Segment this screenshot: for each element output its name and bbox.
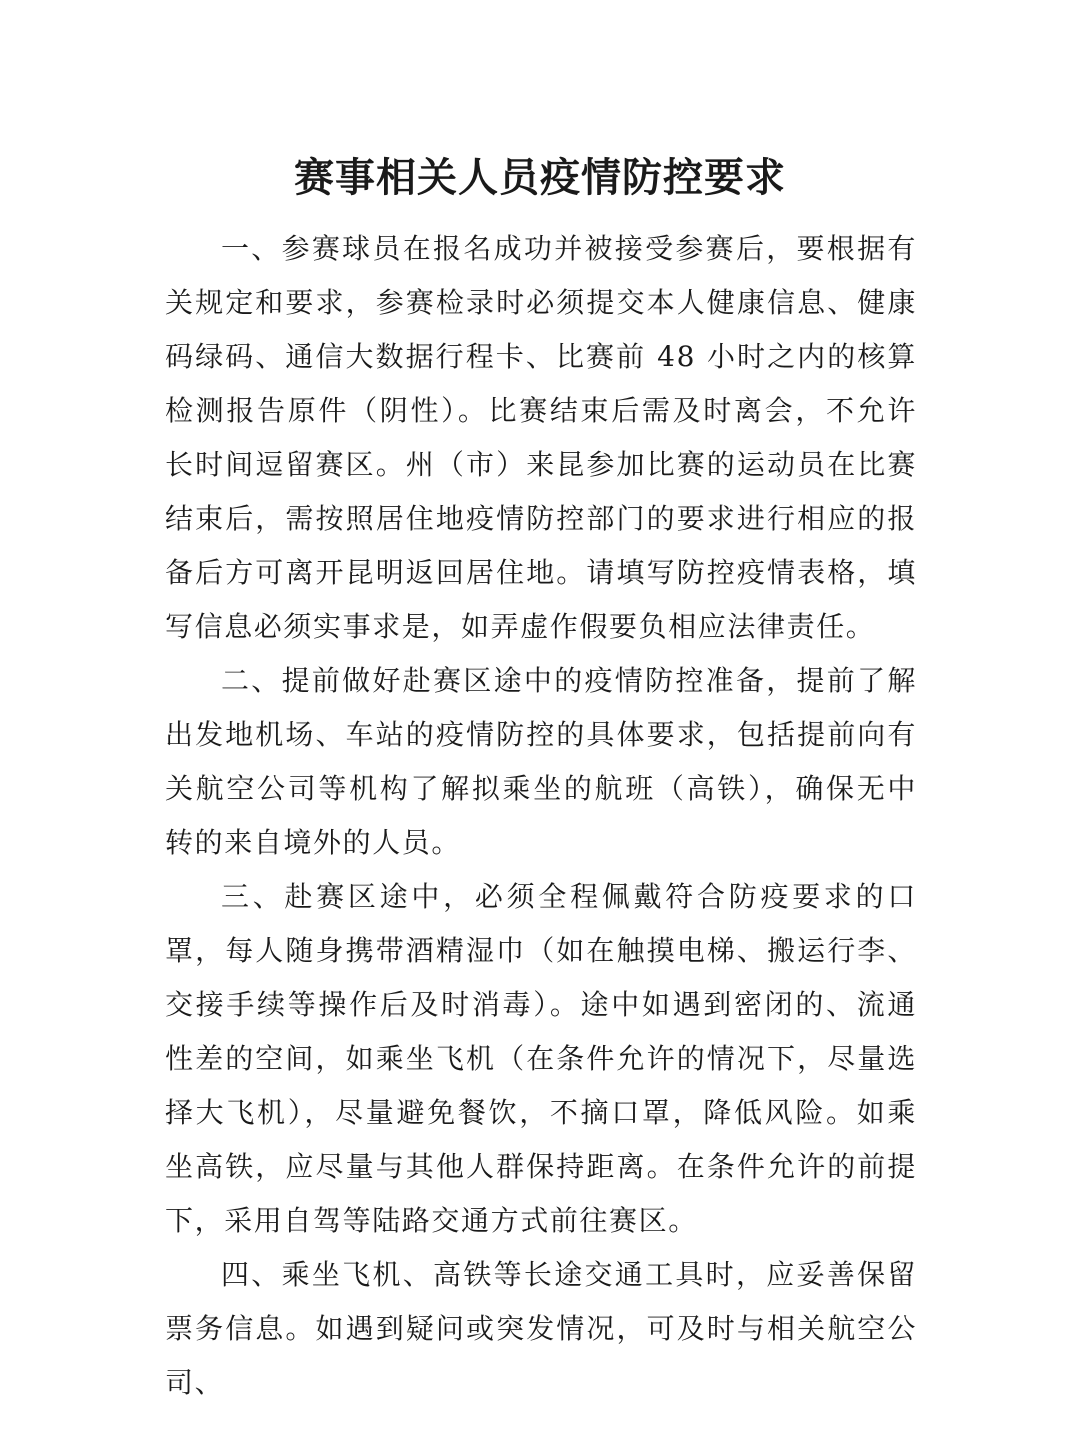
- document-title: 赛事相关人员疫情防控要求: [294, 155, 786, 201]
- paragraph-3: 三、赴赛区途中，必须全程佩戴符合防疫要求的口罩，每人随身携带酒精湿巾（如在触摸电梯、搬运行李、交接手续等操作后及时消毒）。途中如遇到密闭的、流通性差的空间，如乘坐飞机（在条件允许的情况下，尽量选择大飞机），尽量避免餐饮，不摘口罩，降低风险。如乘坐高铁，应尽量与其他人群保持距离。在条件允许的前提下，采用自驾等陆路交通方式前往赛区。: [165, 880, 917, 1237]
- paragraph-4: 四、乘坐飞机、高铁等长途交通工具时，应妥善保留票务信息。如遇到疑问或突发情况，可及时与相关航空公司、: [165, 1258, 917, 1399]
- paragraph-2: 二、提前做好赴赛区途中的疫情防控准备，提前了解出发地机场、车站的疫情防控的具体要求，包括提前向有关航空公司等机构了解拟乘坐的航班（高铁），确保无中转的来自境外的人员。: [165, 664, 917, 859]
- paragraph-1: 一、参赛球员在报名成功并被接受参赛后，要根据有关规定和要求，参赛检录时必须提交本人健康信息、健康码绿码、通信大数据行程卡、比赛前 48 小时之内的核算检测报告原件（阴性）。比赛结束后需及时离会，不允许长时间逗留赛区。州（市）来昆参加比赛的运动员在比赛结束后，需按照居住地疫情防控部门的要求进行相应的报备后方可离开昆明返回居住地。请填写防控疫情表格，填写信息必须实事求是，如弄虚作假要负相应法律责任。: [165, 232, 917, 643]
- document-body: [165, 222, 917, 1410]
